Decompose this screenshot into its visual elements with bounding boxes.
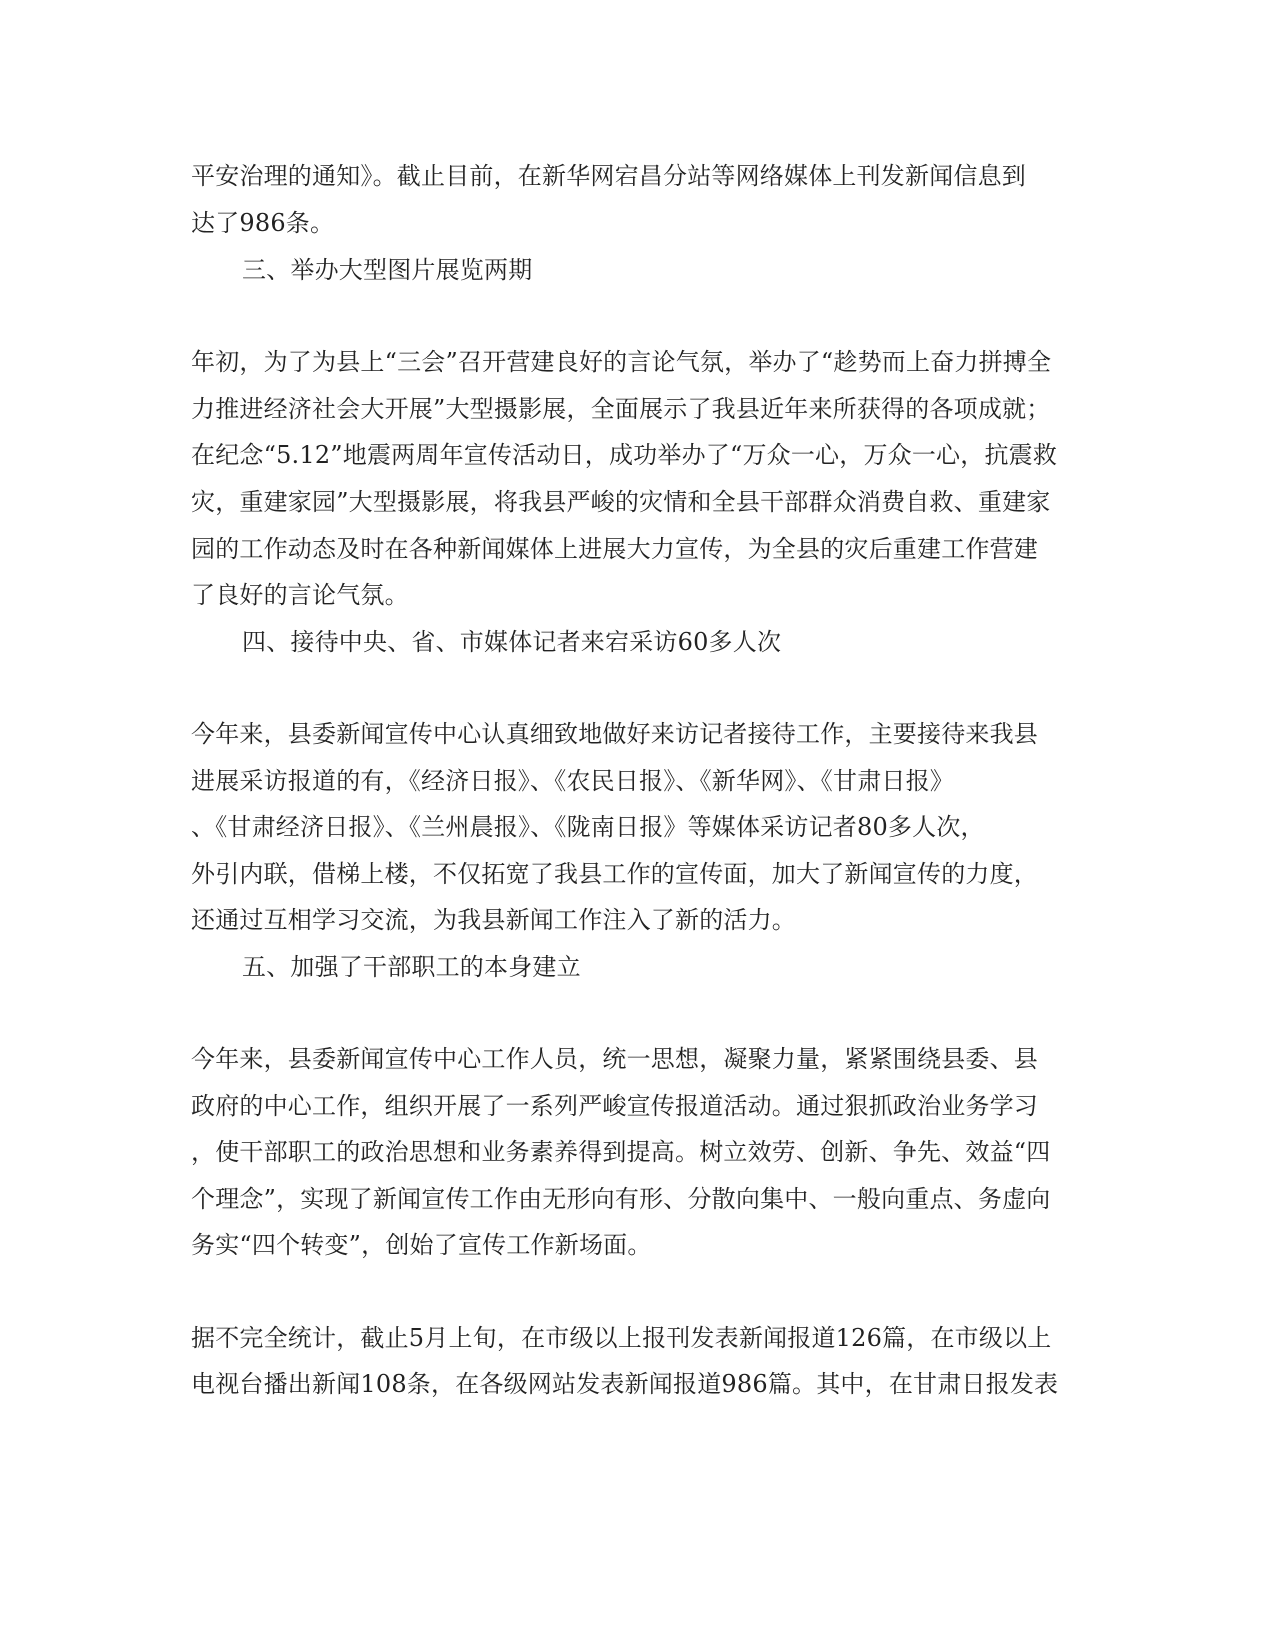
paragraph-line: 今年来，县委新闻宣传中心工作人员，统一思想，凝聚力量，紧紧围绕县委、县: [191, 1045, 1038, 1073]
paragraph-line: 还通过互相学习交流，为我县新闻工作注入了新的活力。: [191, 906, 796, 934]
paragraph-line: 力推进经济社会大开展”大型摄影展，全面展示了我县近年来所获得的各项成就；: [191, 395, 1051, 423]
paragraph-line: 了良好的言论气氛。: [191, 581, 409, 609]
paragraph-line: 园的工作动态及时在各种新闻媒体上进展大力宣传，为全县的灾后重建工作营建: [191, 535, 1038, 563]
paragraph-line: 在纪念“5.12”地震两周年宣传活动日，成功举办了“万众一心，万众一心，抗震救: [191, 441, 1058, 469]
paragraph-line: 灾，重建家园”大型摄影展，将我县严峻的灾情和全县干部群众消费自救、重建家: [191, 488, 1051, 516]
paragraph-line: 个理念”，实现了新闻宣传工作由无形向有形、分散向集中、一般向重点、务虚向: [191, 1185, 1051, 1213]
section-heading-5: 五、加强了干部职工的本身建立: [242, 953, 581, 981]
paragraph-line: 、《甘肃经济日报》、《兰州晨报》、《陇南日报》等媒体采访记者80多人次，: [191, 813, 985, 841]
section-heading-3: 三、举办大型图片展览两期: [242, 256, 533, 284]
section-heading-4: 四、接待中央、省、市媒体记者来宕采访60多人次: [242, 628, 782, 656]
paragraph-line: 外引内联，借梯上楼，不仅拓宽了我县工作的宣传面，加大了新闻宣传的力度，: [191, 860, 1038, 888]
paragraph-line: 年初，为了为县上“三会”召开营建良好的言论气氛，举办了“趁势而上奋力拼搏全: [191, 348, 1052, 376]
paragraph-line: 平安治理的通知》。截止目前，在新华网宕昌分站等网络媒体上刊发新闻信息到: [191, 162, 1026, 190]
paragraph-line: 政府的中心工作，组织开展了一系列严峻宣传报道活动。通过狠抓政治业务学习: [191, 1092, 1038, 1120]
paragraph-line: 今年来，县委新闻宣传中心认真细致地做好来访记者接待工作，主要接待来我县: [191, 720, 1038, 748]
paragraph-line: 据不完全统计，截止5月上旬，在市级以上报刊发表新闻报道126篇，在市级以上: [191, 1324, 1052, 1352]
paragraph-line: 务实“四个转变”，创始了宣传工作新场面。: [191, 1231, 652, 1259]
paragraph-line: ，使干部职工的政治思想和业务素养得到提高。树立效劳、创新、争先、效益“四: [191, 1138, 1051, 1166]
paragraph-line: 进展采访报道的有，《经济日报》、《农民日报》、《新华网》、《甘肃日报》: [191, 767, 954, 795]
paragraph-line: 电视台播出新闻108条，在各级网站发表新闻报道986篇。其中，在甘肃日报发表: [191, 1370, 1059, 1398]
paragraph-line: 达了986条。: [191, 209, 335, 237]
